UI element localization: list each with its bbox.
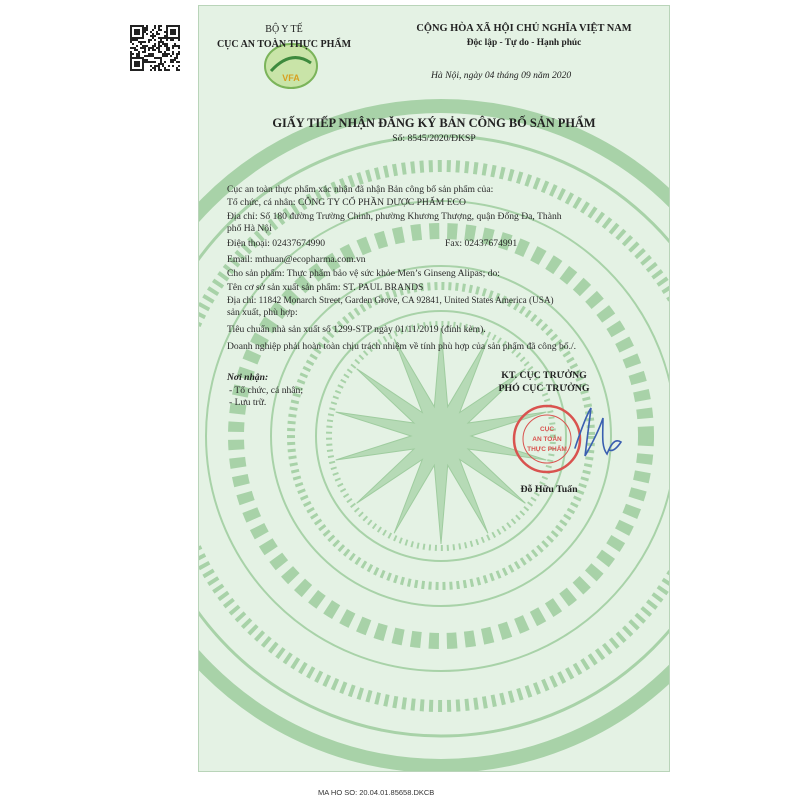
manufacturer-name: Tên cơ sở sản xuất sản phẩm: ST. PAUL BRANDS <box>227 282 424 293</box>
organization-address-1: Địa chỉ: Số 180 đường Trường Chinh, phường Khương Thượng, quận Đống Đa, Thành <box>227 211 562 222</box>
signer-role-1: KT. CỤC TRƯỞNG <box>501 370 587 381</box>
document-title: GIẤY TIẾP NHẬN ĐĂNG KÝ BẢN CÔNG BỐ SẢN PHẨM <box>272 116 596 130</box>
email: Email: mthuan@ecopharma.com.vn <box>227 254 366 265</box>
product-name: Cho sản phẩm: Thực phẩm bảo vệ sức khỏe Men’s Ginseng Alipas; do: <box>227 268 500 279</box>
certificate-document <box>198 5 670 772</box>
recipient-item: - Lưu trữ. <box>229 397 267 408</box>
logo-text: VFA <box>282 73 300 83</box>
organization: Tổ chức, cá nhân: CÔNG TY CỔ PHẦN DƯỢC PHẨM ECO <box>227 197 466 208</box>
stamp-line: AN TOÀN <box>532 436 562 443</box>
recipients-title: Nơi nhận: <box>227 372 269 383</box>
responsibility-line: Doanh nghiệp phải hoàn toàn chịu trách nhiệm về tính phù hợp của sản phẩm đã công bố./. <box>227 341 577 352</box>
recipient-item: - Tổ chức, cá nhân; <box>229 385 304 396</box>
motto: Độc lập - Tự do - Hạnh phúc <box>466 38 582 48</box>
body-intro: Cục an toàn thực phẩm xác nhận đã nhận Bản công bố sản phẩm của: <box>227 184 494 195</box>
ministry-name: BỘ Y TẾ <box>265 24 303 35</box>
department-name: CỤC AN TOÀN THỰC PHẨM <box>216 39 352 50</box>
dossier-code: MA HO SO: 20.04.01.85658.DKCB <box>318 788 435 797</box>
standard-line: Tiêu chuẩn nhà sản xuất số 1299-STP ngày 01/11/2019 (đính kèm). <box>227 324 486 335</box>
organization-address-2: phố Hà Nội <box>227 223 272 234</box>
country-name: CỘNG HÒA XÃ HỘI CHỦ NGHĨA VIỆT NAM <box>416 23 632 34</box>
manufacturer-address-1: Địa chỉ: 11842 Monarch Street, Garden Grove, CA 92841, United States America (USA) <box>227 295 554 305</box>
phone: Điện thoại: 02437674990 <box>227 238 326 249</box>
handwritten-signature <box>569 404 629 464</box>
qr-code <box>130 25 180 71</box>
issue-date: Hà Nội, ngày 04 tháng 09 năm 2020 <box>431 70 572 81</box>
signer-name: Đỗ Hữu Tuấn <box>520 484 578 495</box>
fax: Fax: 02437674991 <box>445 238 518 249</box>
stamp-line: THỰC PHẨM <box>527 446 567 453</box>
signer-role-2: PHÓ CỤC TRƯỞNG <box>498 383 590 394</box>
manufacturer-address-2: sản xuất, phù hợp: <box>227 307 298 318</box>
registration-number: Số: 8545/2020/ĐKSP <box>392 133 476 144</box>
stamp-line: CỤC <box>539 426 555 433</box>
